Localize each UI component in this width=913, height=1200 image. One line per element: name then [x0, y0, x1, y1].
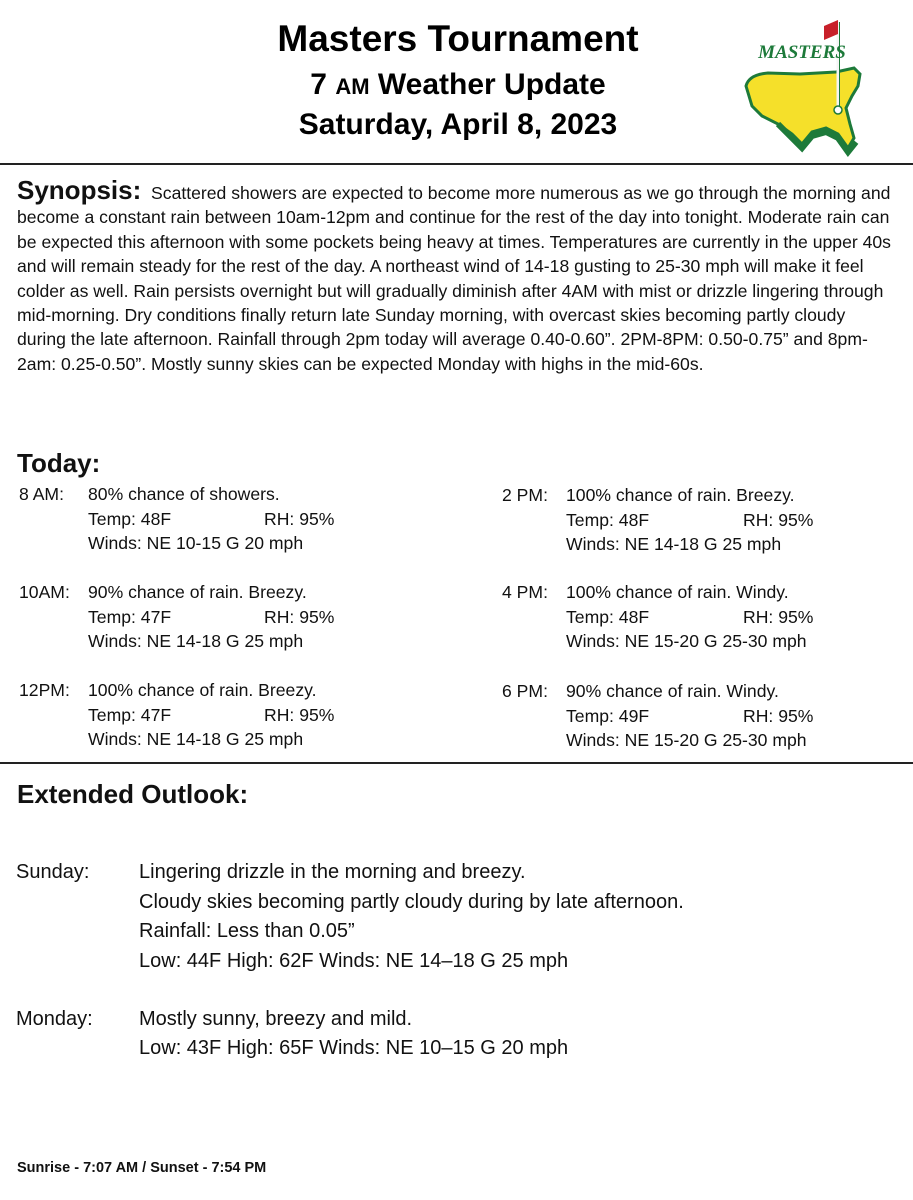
header-divider: [0, 163, 913, 165]
synopsis-text: Scattered showers are expected to become more numerous as we go through the morning and become a constant rain between 10am-12pm and continue for the rest of the day into tonight. Moderate rain can be expected this afternoon with some pockets being heavy at times. Temperatures are currently in the upper 40s and will remain steady for the rest of the day. A northeast wind of 14-18 gusting to 25-30 mph will make it feel colder as well. Rain persists overnight but will gradually diminish after 4AM with mist or drizzle lingering through mid-morning. Dry conditions finally return late Sunday morning, with overcast skies becoming partly cloudy during the late afternoon. Rainfall through 2pm today will average 0.40-0.60”. 2PM-8PM: 0.50-0.75” and 8pm-2am: 0.25-0.50”. Mostly sunny skies can be expected Monday with highs in the mid-60s.: [17, 183, 891, 374]
synopsis-label: Synopsis:: [17, 175, 142, 205]
slot-temp: Temp: 48F: [566, 606, 650, 627]
slot-temp: Temp: 48F: [566, 509, 650, 530]
sunrise-sunset: Sunrise - 7:07 AM / Sunset - 7:54 PM: [17, 1160, 267, 1176]
slot-temp: Temp: 47F: [88, 606, 172, 627]
slot-rh: RH: 95%: [743, 705, 814, 726]
extended-heading: Extended Outlook:: [17, 779, 249, 809]
slot-time: 2 PM:: [502, 485, 548, 505]
forecast-slot-2pm: [502, 483, 902, 558]
slot-time: 12PM:: [19, 680, 70, 700]
slot-winds: Winds: NE 14-18 G 25 mph: [88, 729, 304, 749]
update-hour: 7: [310, 68, 327, 101]
slot-winds: Winds: NE 14-18 G 25 mph: [566, 534, 782, 554]
flag-icon: [824, 20, 838, 40]
slot-desc: 80% chance of showers.: [88, 484, 280, 504]
forecast-slot-6pm: [502, 679, 902, 754]
slot-desc: 90% chance of rain. Breezy.: [88, 582, 307, 602]
slot-desc: 100% chance of rain. Breezy.: [566, 485, 795, 505]
slot-desc: 100% chance of rain. Windy.: [566, 582, 789, 602]
today-divider: [0, 762, 913, 764]
sunday-line-1: Lingering drizzle in the morning and breezy.: [139, 861, 526, 883]
slot-rh: RH: 95%: [264, 606, 335, 627]
slot-rh: RH: 95%: [743, 509, 814, 530]
slot-time: 8 AM:: [19, 484, 64, 504]
sunday-line-4: Low: 44F High: 62F Winds: NE 14–18 G 25 mph: [139, 950, 569, 972]
slot-desc: 90% chance of rain. Windy.: [566, 681, 779, 701]
sunday-line-3: Rainfall: Less than 0.05”: [139, 920, 355, 942]
sunday-line-2: Cloudy skies becoming partly cloudy during by late afternoon.: [139, 891, 684, 913]
update-time: [220, 68, 696, 102]
slot-winds: Winds: NE 10-15 G 20 mph: [88, 533, 304, 553]
page-date: Saturday, April 8, 2023: [298, 108, 618, 141]
slot-desc: 100% chance of rain. Breezy.: [88, 680, 317, 700]
slot-time: 10AM:: [19, 582, 70, 602]
slot-temp: Temp: 48F: [88, 508, 172, 529]
forecast-slot-12pm: [19, 678, 439, 753]
forecast-slot-4pm: [502, 580, 902, 655]
masters-logo: [738, 12, 868, 157]
forecast-slot-10am: [19, 580, 439, 655]
slot-winds: Winds: NE 14-18 G 25 mph: [88, 631, 304, 651]
monday-line-1: Mostly sunny, breezy and mild.: [139, 1008, 413, 1030]
sunday-label: Sunday:: [16, 861, 90, 883]
monday-label: Monday:: [16, 1008, 93, 1030]
slot-time: 4 PM:: [502, 582, 548, 602]
update-am: AM: [335, 74, 370, 99]
header: [0, 0, 913, 163]
slot-winds: Winds: NE 15-20 G 25-30 mph: [566, 631, 807, 651]
logo-wordmark: MASTERS: [758, 42, 846, 63]
monday-line-2: Low: 43F High: 65F Winds: NE 10–15 G 20 mph: [139, 1037, 569, 1059]
synopsis: [17, 175, 895, 376]
forecast-slot-8am: [19, 482, 439, 557]
slot-winds: Winds: NE 15-20 G 25-30 mph: [566, 730, 807, 750]
slot-rh: RH: 95%: [743, 606, 814, 627]
slot-temp: Temp: 49F: [566, 705, 650, 726]
slot-rh: RH: 95%: [264, 508, 335, 529]
logo-map-shape: [746, 68, 860, 148]
today-heading: Today:: [17, 448, 101, 478]
update-label: Weather Update: [377, 68, 606, 101]
page-title: Masters Tournament: [277, 18, 639, 59]
slot-temp: Temp: 47F: [88, 704, 172, 725]
slot-time: 6 PM:: [502, 681, 548, 701]
slot-rh: RH: 95%: [264, 704, 335, 725]
